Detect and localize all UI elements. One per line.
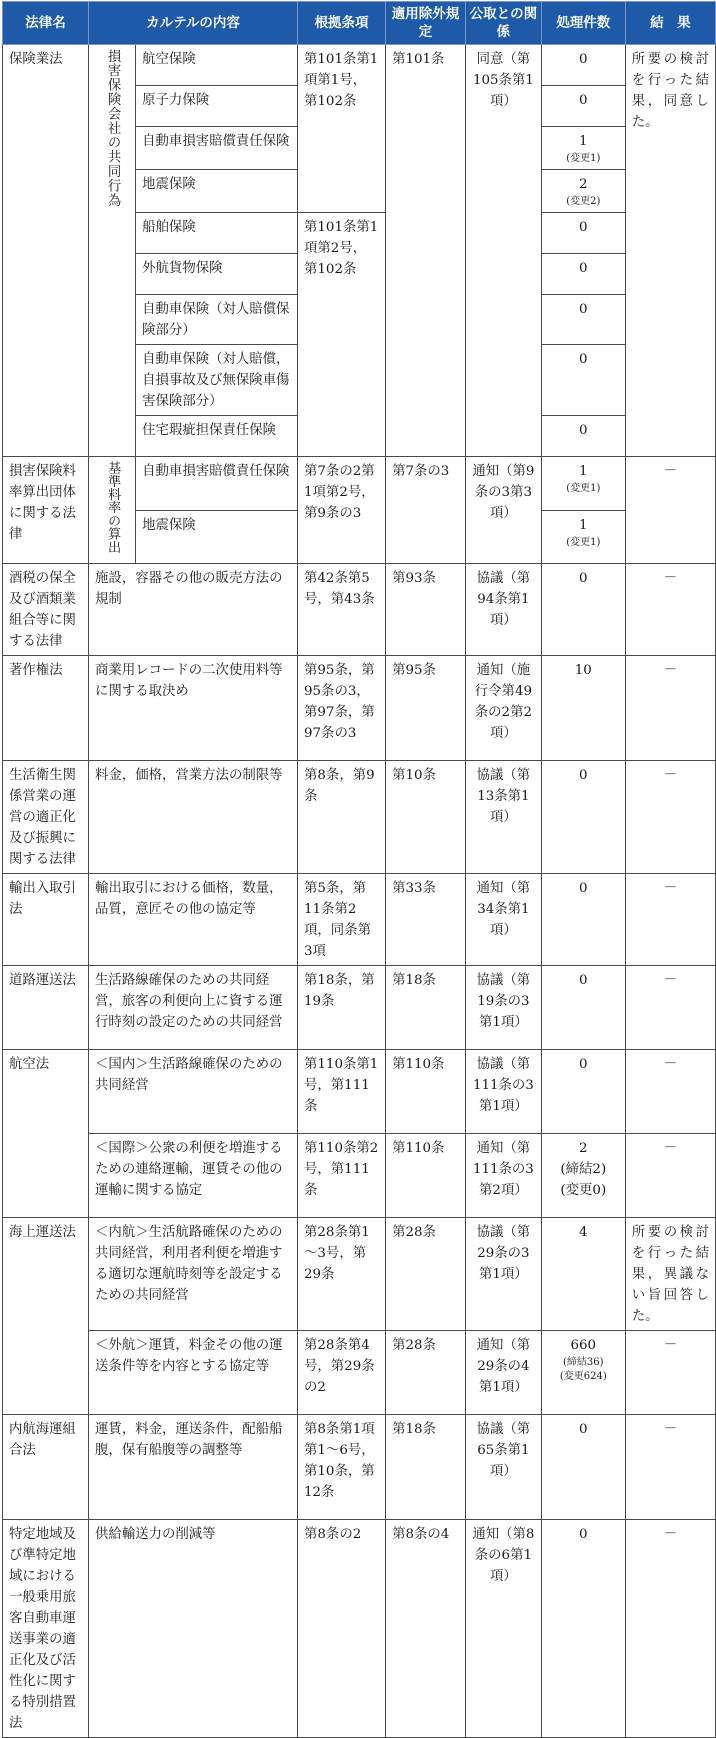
- item-label: 地震保険: [136, 510, 298, 564]
- ftc-cell: 協議（第19条の3第1項）: [466, 966, 542, 1050]
- table-row: [3, 564, 716, 656]
- exclusion-cell: 第110条: [386, 1050, 466, 1134]
- result-cell: －: [625, 874, 715, 966]
- content-cell: 運賃，料金，運送条件，配船船腹，保有船腹等の調整等: [89, 1415, 298, 1520]
- count-cell: 0: [541, 254, 625, 295]
- result-cell: －: [625, 656, 715, 761]
- ftc-cell: 通知（第34条第1項）: [466, 874, 542, 966]
- cartel-table: [2, 1, 716, 1738]
- table-row: [3, 1134, 716, 1218]
- exclusion-cell: 第7条の3: [386, 457, 466, 564]
- count-cell: 0: [541, 564, 625, 656]
- ftc-cell: 協議（第65条第1項）: [466, 1415, 542, 1520]
- content-cell: 商業用レコードの二次使用料等に関する取決め: [89, 656, 298, 761]
- ftc-cell: 協議（第94条第1項）: [466, 564, 542, 656]
- exclusion-cell: 第110条: [386, 1134, 466, 1218]
- result-cell: －: [625, 1415, 715, 1520]
- result-cell: 所要の検討を行った結果，同意した。: [625, 45, 715, 457]
- content-cell: ＜内航＞生活航路確保のための共同経営，利用者利便を増進する適切な運航時刻等を設定するための共同経営: [89, 1218, 298, 1331]
- basis-cell: 第110条第1号，第111条: [298, 1050, 386, 1134]
- law-name: 特定地域及び準特定地域における一般乗用旅客自動車運送事業の適正化及び活性化に関する特別措置法: [3, 1520, 89, 1738]
- count-cell: 0: [541, 966, 625, 1050]
- basis-cell: 第28条第4号，第29条の2: [298, 1331, 386, 1415]
- count-cell: 0: [541, 295, 625, 345]
- exclusion-cell: 第18条: [386, 1415, 466, 1520]
- ftc-cell: 協議（第13条第1項）: [466, 761, 542, 874]
- law-name: 道路運送法: [3, 966, 89, 1050]
- result-cell: －: [625, 761, 715, 874]
- count-cell: 0: [541, 1520, 625, 1738]
- basis-cell: 第95条，第95条の3，第97条，第97条の3: [298, 656, 386, 761]
- basis-cell: 第28条第1～3号，第29条: [298, 1218, 386, 1331]
- exclusion-cell: 第95条: [386, 656, 466, 761]
- result-cell: －: [625, 1331, 715, 1415]
- table-row: [3, 761, 716, 874]
- result-cell: 所要の検討を行った結果，異議ない旨回答した。: [625, 1218, 715, 1331]
- exclusion-cell: 第28条: [386, 1331, 466, 1415]
- exclusion-cell: 第8条の4: [386, 1520, 466, 1738]
- law-name: 著作権法: [3, 656, 89, 761]
- table-row: [3, 874, 716, 966]
- header-exclusion: 適用除外規定: [386, 2, 466, 45]
- law-name: 航空法: [3, 1050, 89, 1218]
- table-row: [3, 1050, 716, 1134]
- header-result: 結 果: [625, 2, 715, 45]
- exclusion-cell: 第101条: [386, 45, 466, 457]
- header-count: 処理件数: [541, 2, 625, 45]
- law-name: 損害保険料率算出団体に関する法律: [3, 457, 89, 564]
- header-basis: 根拠条項: [298, 2, 386, 45]
- law-name: 海上運送法: [3, 1218, 89, 1415]
- item-label: 原子力保険: [136, 86, 298, 127]
- ftc-cell: 通知（第29条の4第1項）: [466, 1331, 542, 1415]
- content-cell: 施設，容器その他の販売方法の規制: [89, 564, 298, 656]
- exclusion-cell: 第18条: [386, 966, 466, 1050]
- basis-cell: 第110条第2号，第111条: [298, 1134, 386, 1218]
- item-label: 地震保険: [136, 170, 298, 213]
- basis-cell: 第8条，第9条: [298, 761, 386, 874]
- header-content: カルテルの内容: [89, 2, 298, 45]
- count-cell: 2 (変更2): [541, 170, 625, 213]
- ftc-cell: 協議（第29条の3第1項）: [466, 1218, 542, 1331]
- basis-cell: 第7条の2第1項第2号，第9条の3: [298, 457, 386, 564]
- content-cell: ＜国内＞生活路線確保のための共同経営: [89, 1050, 298, 1134]
- content-cell: ＜国際＞公衆の利便を増進するための連絡運輸，運賃その他の運輸に関する協定: [89, 1134, 298, 1218]
- result-cell: －: [625, 1134, 715, 1218]
- item-label: 自動車損害賠償責任保険: [136, 127, 298, 170]
- item-label: 航空保険: [136, 45, 298, 86]
- count-cell: 0: [541, 1050, 625, 1134]
- count-cell: 0: [541, 1415, 625, 1520]
- count-cell: 0: [541, 86, 625, 127]
- count-cell: 4: [541, 1218, 625, 1331]
- count-cell: 0: [541, 874, 625, 966]
- content-cell: ＜外航＞運賃，料金その他の運送条件等を内容とする協定等: [89, 1331, 298, 1415]
- table-row: [3, 966, 716, 1050]
- result-cell: －: [625, 457, 715, 564]
- law-name: 生活衛生関係営業の運営の適正化及び振興に関する法律: [3, 761, 89, 874]
- ftc-cell: 通知（第8条の6第1項）: [466, 1520, 542, 1738]
- basis-cell: 第8条第1項第1～6号，第10条，第12条: [298, 1415, 386, 1520]
- basis-cell: 第101条第1項第1号，第102条: [298, 45, 386, 213]
- item-label: 外航貨物保険: [136, 254, 298, 295]
- exclusion-cell: 第28条: [386, 1218, 466, 1331]
- ftc-cell: 協議（第111条の3第1項）: [466, 1050, 542, 1134]
- content-cell: 料金，価格，営業方法の制限等: [89, 761, 298, 874]
- basis-cell: 第5条，第11条第2項，同条第3項: [298, 874, 386, 966]
- header-row: [3, 2, 716, 45]
- ftc-cell: 通知（第9条の3第3項）: [466, 457, 542, 564]
- content-cell: 輸出取引における価格，数量，品質，意匠その他の協定等: [89, 874, 298, 966]
- law-name: 輸出入取引法: [3, 874, 89, 966]
- count-cell: 0: [541, 213, 625, 254]
- result-cell: －: [625, 1050, 715, 1134]
- item-label: 自動車損害賠償責任保険: [136, 457, 298, 511]
- result-cell: －: [625, 564, 715, 656]
- header-law: 法律名: [3, 2, 89, 45]
- table-row: [3, 1218, 716, 1331]
- count-cell: 10: [541, 656, 625, 761]
- table-row: [3, 45, 716, 86]
- exclusion-cell: 第93条: [386, 564, 466, 656]
- table-row: [3, 1520, 716, 1738]
- group-label: 損害保険会社の共同行為: [89, 45, 136, 457]
- law-name: 酒税の保全及び酒類業組合等に関する法律: [3, 564, 89, 656]
- item-label: 船舶保険: [136, 213, 298, 254]
- count-cell: 0: [541, 761, 625, 874]
- result-cell: －: [625, 1520, 715, 1738]
- ftc-cell: 同意（第105条第1項）: [466, 45, 542, 457]
- law-name: 保険業法: [3, 45, 89, 457]
- table-row: [3, 1415, 716, 1520]
- count-cell: 2 (締結2) (変更0): [541, 1134, 625, 1218]
- count-cell: 0: [541, 45, 625, 86]
- basis-cell: 第18条，第19条: [298, 966, 386, 1050]
- law-name: 内航海運組合法: [3, 1415, 89, 1520]
- table-row: [3, 1331, 716, 1415]
- basis-cell: 第42条第5号，第43条: [298, 564, 386, 656]
- table-row: [3, 457, 716, 511]
- exclusion-cell: 第33条: [386, 874, 466, 966]
- count-cell: 1 (変更1): [541, 127, 625, 170]
- count-cell: 1 (変更1): [541, 457, 625, 511]
- group-label: 基準料率の算出: [89, 457, 136, 564]
- content-cell: 供給輸送力の削減等: [89, 1520, 298, 1738]
- content-cell: 生活路線確保のための共同経営，旅客の利便向上に資する運行時刻の設定のための共同経営: [89, 966, 298, 1050]
- item-label: 自動車保険（対人賠償，自損事故及び無保険車傷害保険部分）: [136, 345, 298, 416]
- table-row: [3, 656, 716, 761]
- item-label: 自動車保険（対人賠償保険部分）: [136, 295, 298, 345]
- exclusion-cell: 第10条: [386, 761, 466, 874]
- basis-cell: 第101条第1項第2号，第102条: [298, 213, 386, 457]
- count-cell: 660 (締結36) (変更624): [541, 1331, 625, 1415]
- ftc-cell: 通知（施行令第49条の2第2項）: [466, 656, 542, 761]
- result-cell: －: [625, 966, 715, 1050]
- header-ftc: 公取との関係: [466, 2, 542, 45]
- basis-cell: 第8条の2: [298, 1520, 386, 1738]
- count-cell: 0: [541, 345, 625, 416]
- item-label: 住宅瑕疵担保責任保険: [136, 416, 298, 457]
- count-cell: 1 (変更1): [541, 510, 625, 564]
- ftc-cell: 通知（第111条の3第2項）: [466, 1134, 542, 1218]
- count-cell: 0: [541, 416, 625, 457]
